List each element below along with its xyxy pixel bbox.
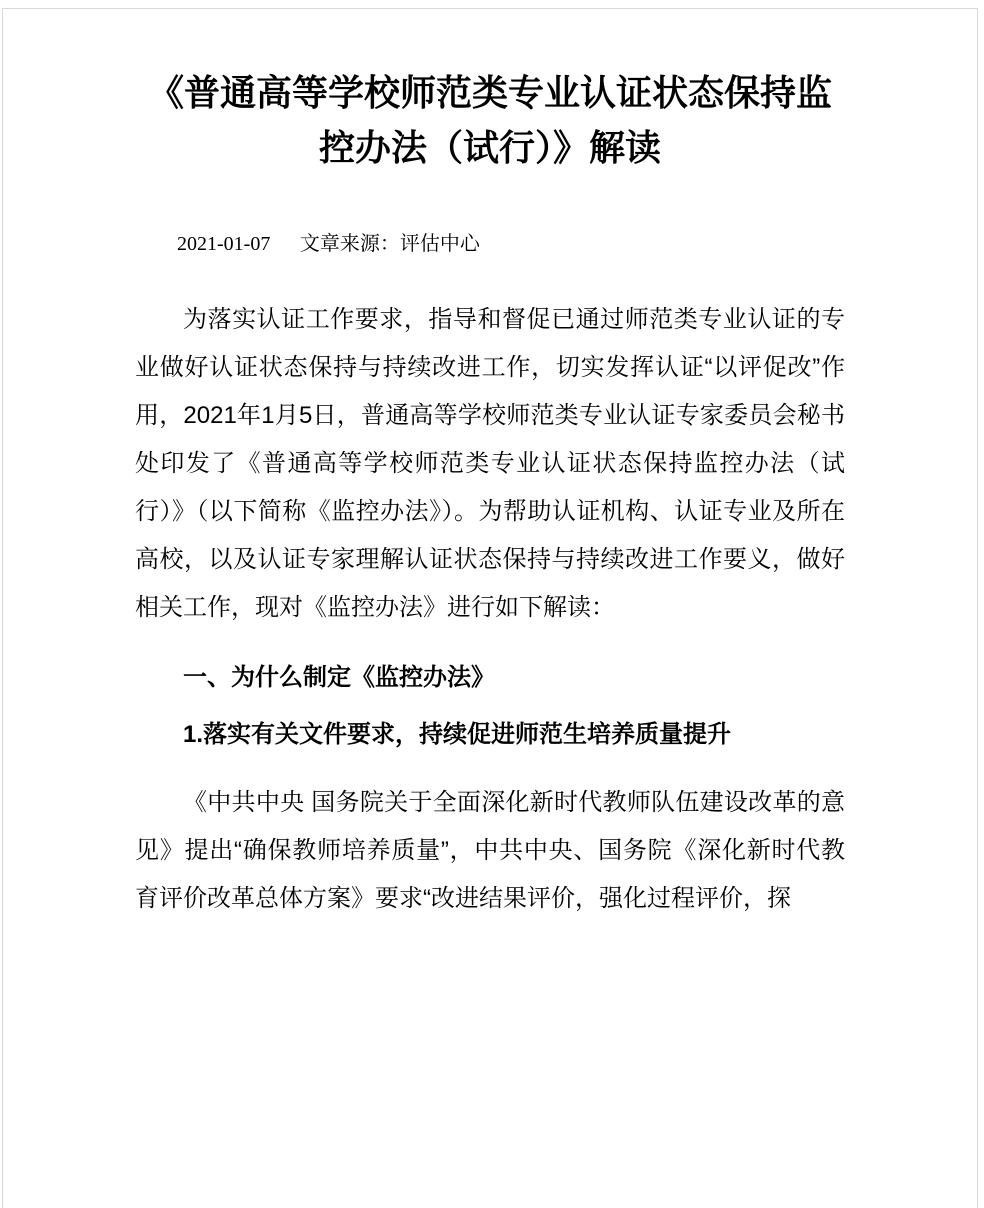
body-paragraph: 《中共中央 国务院关于全面深化新时代教师队伍建设改革的意见》提出“确保教师培养质量”，中共中央、国务院《深化新时代教育评价改革总体方案》要求“改进结果评价，强化过程评价，探 [135,789,845,912]
intro-paragraph: 为落实认证工作要求，指导和督促已通过师范类专业认证的专业做好认证状态保持与持续改进工作，切实发挥认证“以评促改”作用，2021年1月5日，普通高等学校师范类专业认证专家委员会秘书处印发了《普通高等学校师范类专业认证状态保持监控办法（试行）》（以下简称《监控办法》）。为帮助认证机构、认证专业及所在高校，以及认证专家理解认证状态保持与持续改进工作要义，做好相关工作，现对《监控办法》进行如下解读： [135,306,845,621]
publish-date: 2021-01-07 [177,233,271,255]
section-heading-1: 一、为什么制定《监控办法》 [183,664,495,691]
article-source: 文章来源：评估中心 [299,233,480,255]
content-frame [2,8,978,1208]
subsection-heading-1-1: 1.落实有关文件要求，持续促进师范生培养质量提升 [183,721,732,748]
article-title: 《普通高等学校师范类专业认证状态保持监控办法（试行）》解读 [147,72,832,168]
article-meta [177,227,845,256]
article-content [135,65,845,923]
